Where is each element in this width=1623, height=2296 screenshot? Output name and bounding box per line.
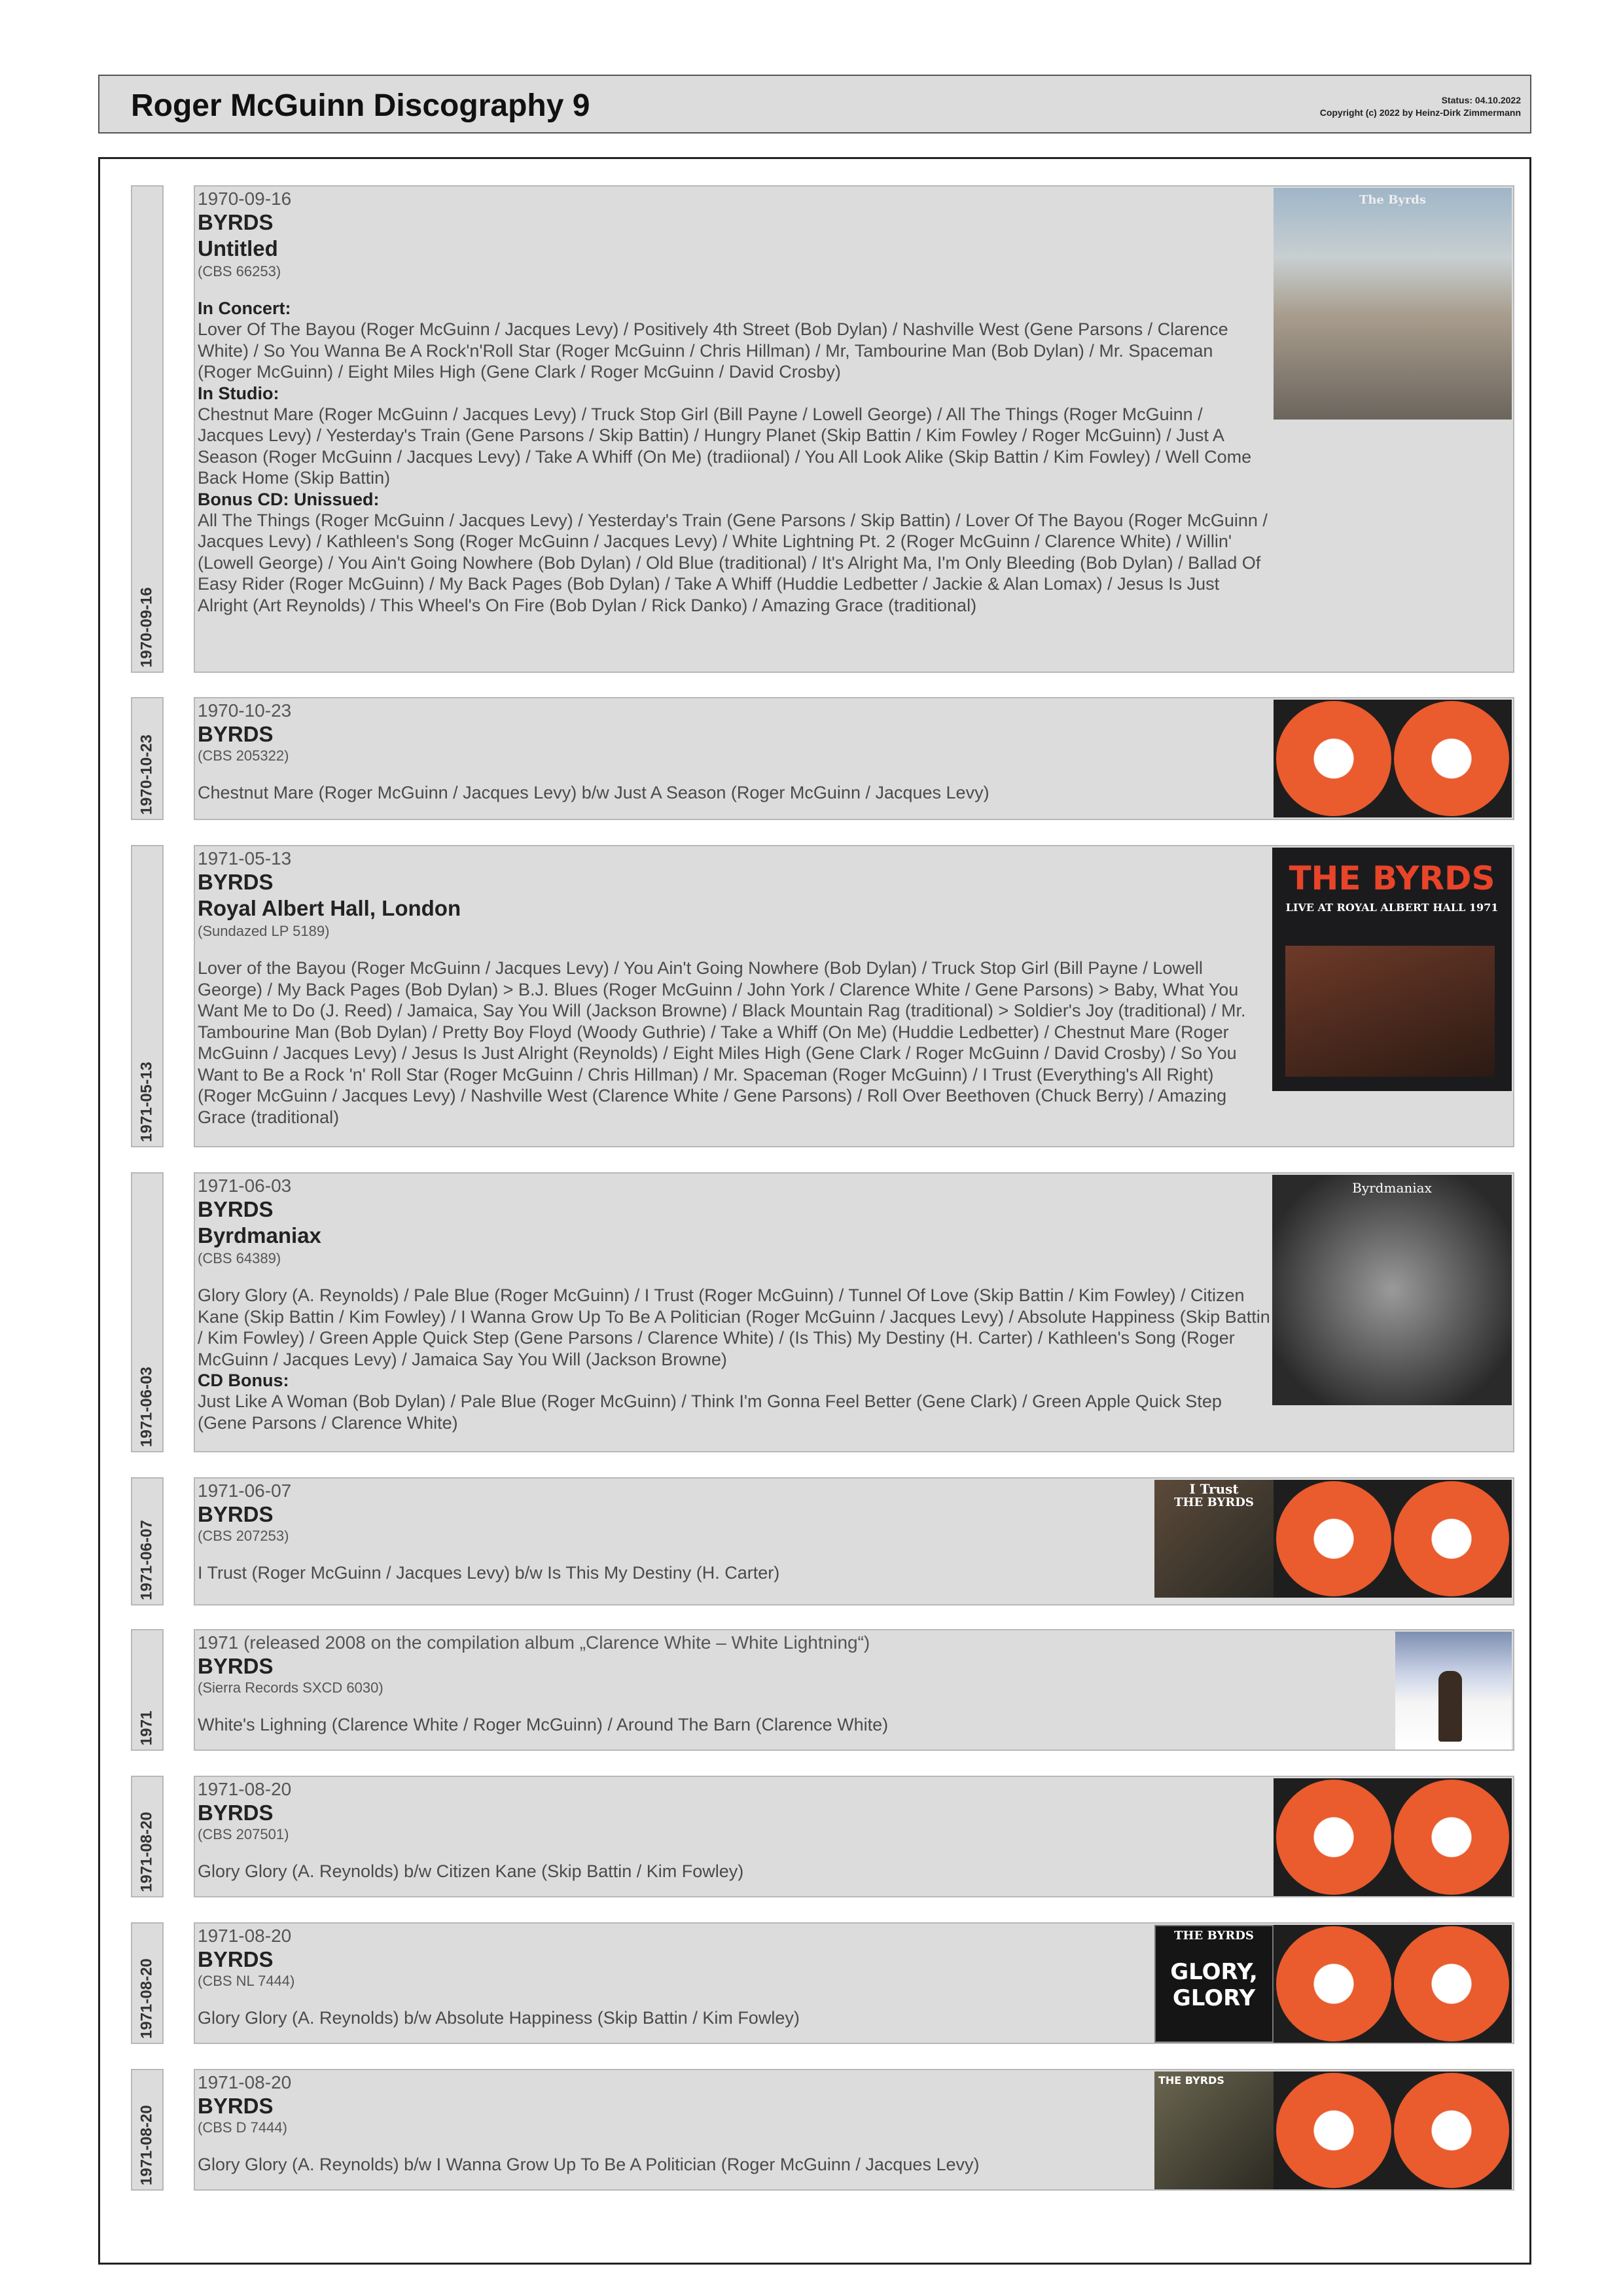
cover-photo — [1285, 946, 1495, 1077]
single-labels-image — [1274, 1778, 1512, 1896]
catalog-number: (CBS 64389) — [198, 1250, 281, 1266]
vinyl-label-a — [1276, 1780, 1391, 1895]
release-date: 1971-06-03 — [198, 1175, 292, 1196]
section-heading: In Studio: — [198, 383, 279, 403]
release-card — [194, 845, 1514, 1147]
section-heading: In Concert: — [198, 298, 291, 318]
single-cover-and-labels — [1154, 2072, 1512, 2189]
sleeve-title: I Trust — [1189, 1481, 1239, 1497]
release-date: 1970-09-16 — [198, 188, 292, 209]
release-card — [194, 2069, 1514, 2191]
vinyl-label-b — [1394, 2073, 1509, 2188]
release-artist: BYRDS — [198, 210, 274, 234]
vinyl-label-b — [1394, 1926, 1509, 2041]
single-cover-and-labels — [1154, 1925, 1512, 2043]
date-tab: 1971-06-07 — [131, 1477, 164, 1605]
release-artist: BYRDS — [198, 1801, 274, 1825]
page-header — [98, 75, 1531, 134]
vinyl-label-a — [1276, 1481, 1391, 1596]
track-list: Glory Glory (A. Reynolds) b/w Citizen Kane (Skip Battin / Kim Fowley) — [198, 1861, 744, 1881]
catalog-number: (CBS D 7444) — [198, 2119, 287, 2136]
cover-figure — [1438, 1671, 1462, 1742]
catalog-number: (CBS 207501) — [198, 1826, 289, 1842]
release-text — [198, 700, 1271, 804]
release-card — [194, 1477, 1514, 1605]
release-title: Royal Albert Hall, London — [198, 896, 461, 920]
release-card — [194, 1922, 1514, 2044]
track-list: Just Like A Woman (Bob Dylan) / Pale Blue (Roger McGuinn) / Think I'm Gonna Feel Better (Gene Clark) / Green Apple Quick Step (Gene Parsons / Clarence White) — [198, 1391, 1222, 1433]
date-tab: 1971-08-20 — [131, 1922, 164, 2044]
date-tab: 1971-08-20 — [131, 1776, 164, 1897]
release-artist: BYRDS — [198, 722, 274, 746]
release-entry — [100, 845, 1529, 1147]
track-list: White's Lighning (Clarence White / Roger McGuinn) / Around The Barn (Clarence White) — [198, 1715, 889, 1734]
sleeve-image — [1154, 1480, 1274, 1598]
release-text — [198, 1175, 1271, 1433]
release-entry — [100, 2069, 1529, 2191]
release-title: Untitled — [198, 236, 278, 260]
date-tab: 1971-06-03 — [131, 1172, 164, 1452]
release-date: 1971-08-20 — [198, 1926, 292, 1946]
release-date: 1971-05-13 — [198, 848, 292, 869]
section-heading: Bonus CD: Unissued: — [198, 489, 380, 509]
sleeve-artist: THE BYRDS — [1158, 2074, 1224, 2087]
copyright-notice: Copyright (c) 2022 by Heinz-Dirk Zimmermann — [1319, 107, 1521, 118]
vinyl-label-a — [1276, 2073, 1391, 2188]
album-cover-image — [1272, 1175, 1512, 1405]
catalog-number: (CBS 66253) — [198, 263, 281, 279]
cover-text: Byrdmaniax — [1352, 1180, 1432, 1196]
vinyl-label-b — [1394, 1780, 1509, 1895]
track-list: Glory Glory (A. Reynolds) / Pale Blue (Roger McGuinn) / I Trust (Roger McGuinn) / Tunnel Of Love (Skip Battin / Kim Fowley) / Citizen Kane (Skip Battin / Kim Fowley) / I Wanna Grow Up To Be A Politician (Roger McGuinn / Jacques Levy) / Absolute Happiness (Skip Battin / Kim Fowley) / Green Apple Quick Step (Gene Parsons / Clarence White) / (Is This) My Destiny (H. Carter) / Kathleen's Song (Roger McGuinn / Jacques Levy) / Jamaica Say You Will (Jackson Browne) — [198, 1285, 1270, 1369]
release-card — [194, 1776, 1514, 1897]
album-cover-image — [1274, 188, 1512, 420]
date-tab: 1971-08-20 — [131, 2069, 164, 2191]
release-text — [198, 1778, 1271, 1882]
release-text — [198, 848, 1271, 1128]
release-card — [194, 697, 1514, 820]
release-entry — [100, 1477, 1529, 1605]
catalog-number: (CBS NL 7444) — [198, 1973, 295, 1989]
release-card — [194, 185, 1514, 673]
release-entry — [100, 185, 1529, 673]
page-title: Roger McGuinn Discography 9 — [131, 88, 590, 123]
release-entry — [100, 1922, 1529, 2044]
date-tab: 1970-10-23 — [131, 697, 164, 820]
release-date: 1971-08-20 — [198, 1779, 292, 1799]
release-entry — [100, 697, 1529, 820]
release-title: Byrdmaniax — [198, 1223, 321, 1247]
vinyl-label-a — [1276, 1926, 1391, 2041]
album-cover-image — [1272, 848, 1512, 1091]
discography-frame — [98, 157, 1531, 2265]
release-text — [198, 1480, 1140, 1584]
catalog-number: (CBS 205322) — [198, 747, 289, 764]
vinyl-label-a — [1276, 701, 1391, 816]
release-artist: BYRDS — [198, 870, 274, 894]
release-entry — [100, 1776, 1529, 1897]
release-artist: BYRDS — [198, 1197, 274, 1221]
single-cover-and-labels — [1154, 1480, 1512, 1598]
release-artist: BYRDS — [198, 1502, 274, 1526]
release-artist: BYRDS — [198, 1947, 274, 1971]
sleeve-artist: THE BYRDS — [1174, 1929, 1254, 1943]
release-card — [194, 1629, 1514, 1751]
track-list: Chestnut Mare (Roger McGuinn / Jacques Levy) / Truck Stop Girl (Bill Payne / Lowell George) / All The Things (Roger McGuinn / Jacques Levy) / Yesterday's Train (Gene Parsons / Skip Battin) / Hungry Planet (Skip Battin / Kim Fowley / Roger McGuinn) / Just A Season (Roger McGuinn / Jacques Levy) / Take A Whiff (On Me) (tradiional) / You All Look Alike (Skip Battin / Kim Fowley) / Well Come Back Home (Skip Battin) — [198, 404, 1252, 488]
sleeve-image — [1154, 2072, 1274, 2189]
date-tab: 1971-05-13 — [131, 845, 164, 1147]
date-tab: 1971 — [131, 1629, 164, 1751]
catalog-number: (CBS 207253) — [198, 1528, 289, 1544]
track-list: Lover Of The Bayou (Roger McGuinn / Jacques Levy) / Positively 4th Street (Bob Dylan) / Nashville West (Gene Parsons / Clarence White) / So You Wanna Be A Rock'n'Roll Star (Roger McGuinn / Chris Hillman) / Mr, Tambourine Man (Bob Dylan) / Mr. Spaceman (Roger McGuinn) / Eight Miles High (Gene Clark / Roger McGuinn / David Crosby) — [198, 319, 1228, 382]
release-date: 1971-08-20 — [198, 2072, 292, 2092]
catalog-number: (Sierra Records SXCD 6030) — [198, 1679, 383, 1696]
sleeve-artist: THE BYRDS — [1174, 1496, 1254, 1509]
release-text — [198, 188, 1271, 616]
release-date: 1971-06-07 — [198, 1480, 292, 1501]
cover-title: THE BYRDS — [1289, 859, 1495, 897]
album-cover-image — [1395, 1632, 1512, 1749]
release-entry — [100, 1172, 1529, 1452]
section-heading: CD Bonus: — [198, 1371, 289, 1390]
release-text — [198, 1925, 1140, 2029]
cover-text: The Byrds — [1359, 193, 1427, 207]
single-labels-image — [1274, 700, 1512, 817]
track-list: Lover of the Bayou (Roger McGuinn / Jacques Levy) / You Ain't Going Nowhere (Bob Dylan) / Truck Stop Girl (Bill Payne / Lowell George) / My Back Pages (Bob Dylan) > B.J. Blues (Roger McGuinn / John York / Clarence White / Gene Parsons) > Baby, What You Want Me to Do (J. Reed) / Jamaica, Say You Will (Jackson Browne) / Black Mountain Rag (traditional) > Soldier's Joy (traditional) / Mr. Tambourine Man (Bob Dylan) / Pretty Boy Floyd (Woody Guthrie) / Take a Whiff (On Me) (Huddie Ledbetter) / Chestnut Mare (Roger McGuinn / Jacques Levy) / Jesus Is Just Alright (Reynolds) / Eight Miles High (Gene Clark / Roger McGuinn / David Crosby) / So You Want to Be a Rock 'n' Roll Star (Roger McGuinn / Chris Hillman) / Mr. Spaceman (Roger McGuinn) / I Trust (Everything's All Right) (Roger McGuinn / Jacques Levy) / Nashville West (Clarence White / Gene Parsons) / Roll Over Beethoven (Chuck Berry) / Amazing Grace (traditional) — [198, 958, 1246, 1127]
release-card — [194, 1172, 1514, 1452]
date-tab: 1970-09-16 — [131, 185, 164, 673]
cover-subtitle: LIVE AT ROYAL ALBERT HALL 1971 — [1285, 901, 1499, 914]
status-date: Status: 04.10.2022 — [1441, 95, 1521, 105]
release-text — [198, 2072, 1140, 2176]
track-list: I Trust (Roger McGuinn / Jacques Levy) b/w Is This My Destiny (H. Carter) — [198, 1563, 780, 1583]
vinyl-label-b — [1394, 701, 1509, 816]
sleeve-title: GLORY, GLORY — [1170, 1959, 1258, 2011]
track-list: Chestnut Mare (Roger McGuinn / Jacques Levy) b/w Just A Season (Roger McGuinn / Jacques Levy) — [198, 783, 990, 802]
release-date: 1971 (released 2008 on the compilation album „Clarence White – White Lightning“) — [198, 1632, 870, 1653]
catalog-number: (Sundazed LP 5189) — [198, 923, 330, 939]
vinyl-label-b — [1394, 1481, 1509, 1596]
sleeve-image — [1154, 1925, 1274, 2043]
track-list: Glory Glory (A. Reynolds) b/w I Wanna Grow Up To Be A Politician (Roger McGuinn / Jacques Levy) — [198, 2155, 980, 2174]
track-list: All The Things (Roger McGuinn / Jacques Levy) / Yesterday's Train (Gene Parsons / Skip Battin) / Lover Of The Bayou (Roger McGuinn / Jacques Levy) / Kathleen's Song (Roger McGuinn / Jacques Levy) / White Lightning Pt. 2 (Roger McGuinn / Clarence White) / Willin' (Lowell George) / You Ain't Going Nowhere (Bob Dylan) / Old Blue (traditional) / It's Alright Ma, I'm Only Bleeding (Bob Dylan) / Ballad Of Easy Rider (Roger McGuinn) / My Back Pages (Bob Dylan) / Take A Whiff (Huddie Ledbetter / Jackie & Alan Lomax) / Jesus Is Just Alright (Art Reynolds) / This Wheel's On Fire (Bob Dylan / Rick Danko) / Amazing Grace (traditional) — [198, 510, 1268, 615]
release-entry — [100, 1629, 1529, 1751]
track-list: Glory Glory (A. Reynolds) b/w Absolute Happiness (Skip Battin / Kim Fowley) — [198, 2008, 800, 2028]
release-artist: BYRDS — [198, 2094, 274, 2118]
release-artist: BYRDS — [198, 1654, 274, 1678]
release-text — [198, 1632, 1376, 1736]
release-date: 1970-10-23 — [198, 700, 292, 721]
